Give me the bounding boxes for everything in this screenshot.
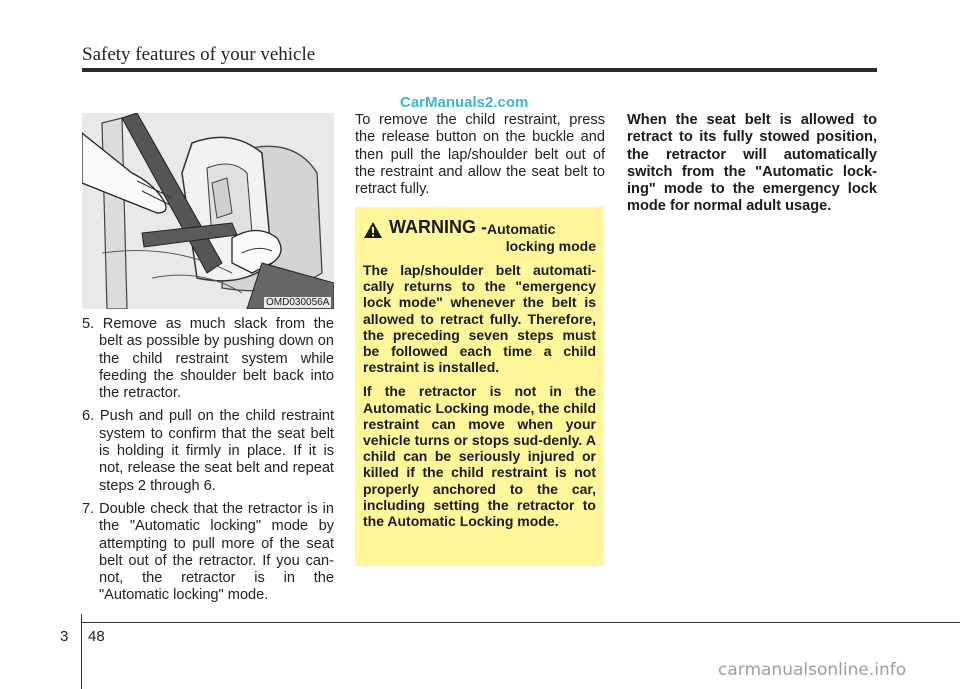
warning-subtitle-line1: Automatic <box>487 221 556 237</box>
watermark-top: CarManuals2.com <box>400 94 529 111</box>
warning-box <box>355 207 604 566</box>
warning-heading <box>363 217 596 239</box>
steps-list <box>82 316 334 611</box>
chapter-number: 3 <box>60 628 69 645</box>
step-7: 7. Double check that the retractor is in the "Automatic locking" mode by attempting to pull more of the seat belt out of the retractor. If you can-not, the retractor is in the "Automatic locking" mode. <box>82 500 334 604</box>
footer-vertical-rule <box>81 614 82 689</box>
watermark-bottom: carmanualsonline.info <box>718 660 907 680</box>
footer-horizontal-rule <box>82 622 960 623</box>
warning-title: WARNING - <box>389 217 487 237</box>
remove-restraint-text: To remove the child restraint, press the release button on the buckle and then pull the lap/shoulder belt out of the restraint and allow the seat belt to retract fully. <box>355 112 605 198</box>
retractor-mode-text: When the seat belt is allowed to retract to its fully stowed position, the retractor will automatically switch from the "Automatic lock-ing" mode to the emergency lock mode for normal adult usage. <box>627 112 877 215</box>
child-restraint-illustration <box>82 113 334 309</box>
warning-triangle-icon <box>363 221 383 239</box>
illustration-drawing <box>82 113 334 309</box>
warning-subtitle-line2: locking mode <box>505 238 596 254</box>
step-5: 5. Remove as much slack from the belt as possible by pushing down on the child restraint system while feeding the shoulder belt back into the retractor. <box>82 316 334 402</box>
figure-code: OMD030056A <box>266 297 330 308</box>
warning-paragraph-2: If the retractor is not in the Automatic Locking mode, the child restraint can move when your vehicle turns or stops sud-denly. A child can be seriously injured or killed if the child restraint is not properly anchored to the car, including setting the retractor to the Automatic Locking mode. <box>363 383 596 530</box>
page-number: 48 <box>88 628 105 645</box>
header-rule <box>82 68 877 72</box>
page-header-title: Safety features of your vehicle <box>82 44 316 65</box>
warning-paragraph-1: The lap/shoulder belt automati-cally returns to the "emergency lock mode" whenever the belt is allowed to retract fully. Therefore, the preceding seven steps must be followed each time a child restraint is installed. <box>363 262 596 376</box>
step-6: 6. Push and pull on the child restraint system to confirm that the seat belt is holding it firmly in place. If it is not, release the seat belt and repeat steps 2 through 6. <box>82 408 334 494</box>
